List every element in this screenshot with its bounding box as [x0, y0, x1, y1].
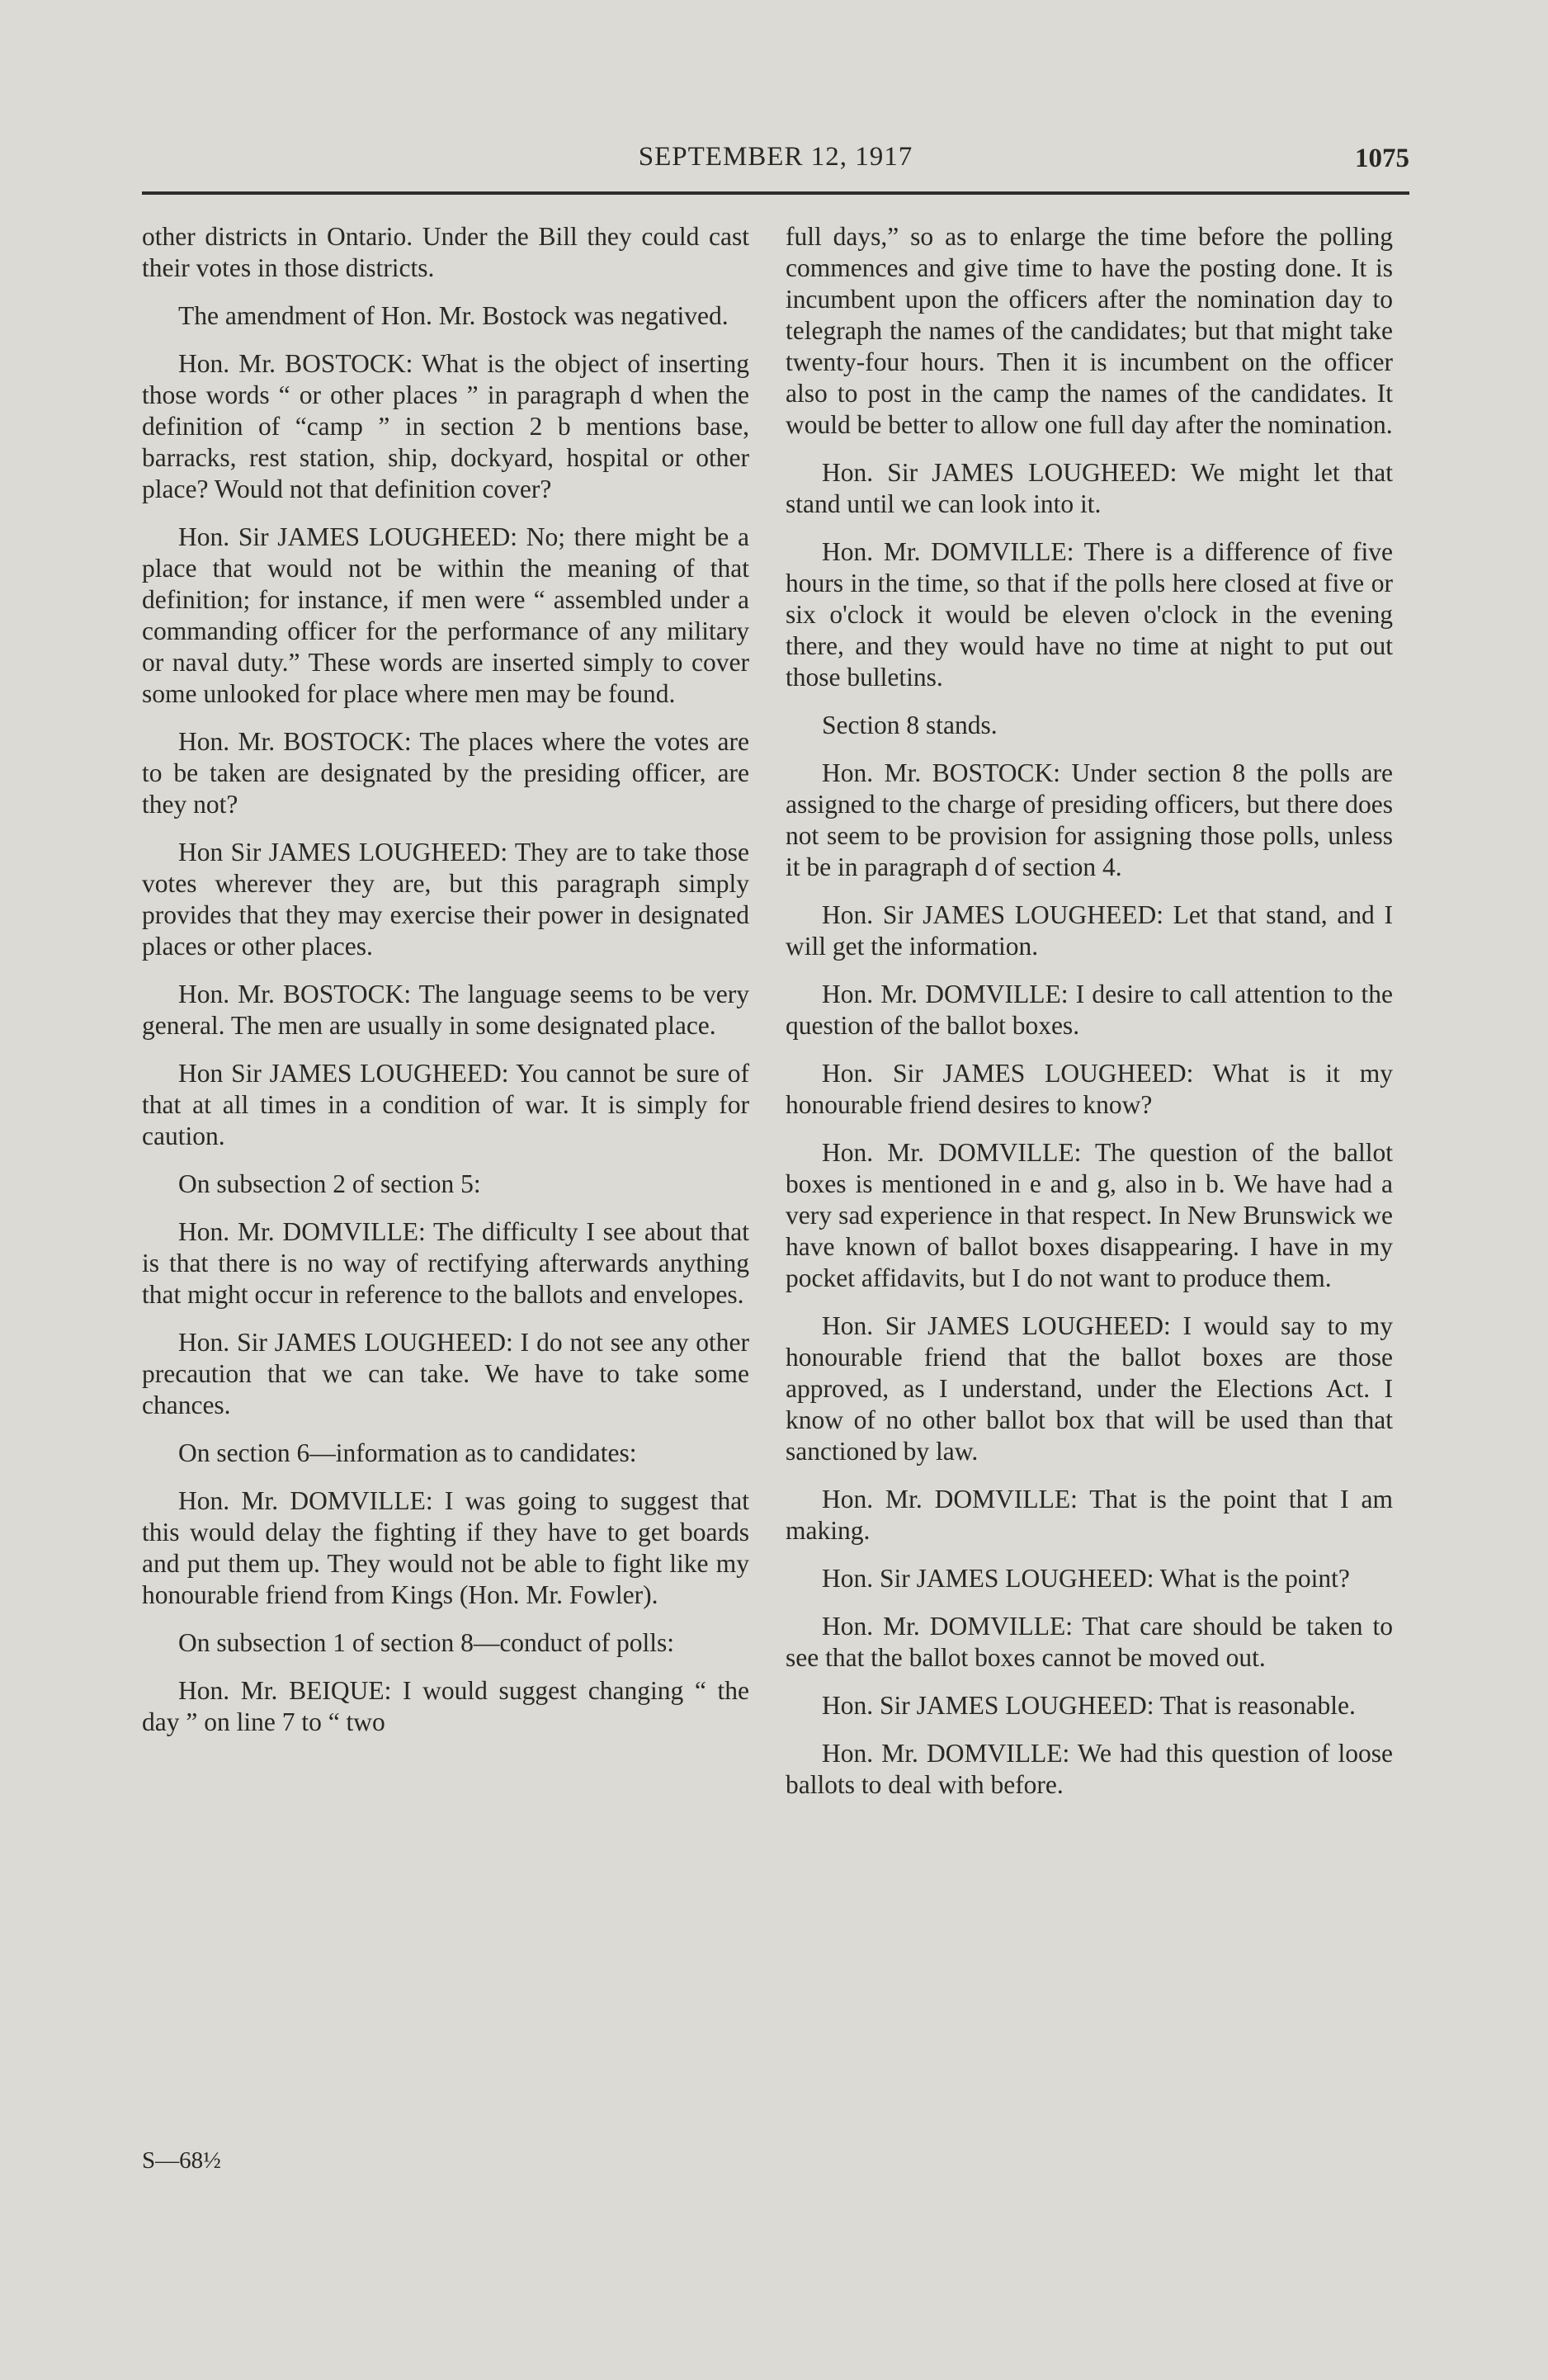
signature-mark: S—68½: [142, 2147, 221, 2174]
paragraph: Hon. Mr. BOSTOCK: What is the object of inserting those words “ or other places ” in paragraph d when the definition of “camp ” in section 2 b mentions base, barracks, rest station, ship, dockyard, hospital or other place? Would not that definition cover?: [142, 349, 749, 503]
paragraph: full days,” so as to enlarge the time before the polling commences and give time to have the posting done. It is incumbent upon the officers after the nomination day to telegraph the names of the candidates; but that might take twenty-four hours. Then it is incumbent on the officer also to post in the camp the names of the candidates. It would be better to allow one full day after the nomination.: [786, 222, 1393, 439]
paragraph: Hon. Sir JAMES LOUGHEED: What is the point?: [822, 1564, 1350, 1593]
paragraph: Hon. Mr. DOMVILLE: I desire to call attention to the question of the ballot boxes.: [786, 980, 1393, 1040]
paragraph: Hon. Mr. BOSTOCK: The language seems to be very general. The men are usually in some designated place.: [142, 980, 749, 1040]
page-header: [142, 142, 1409, 188]
paragraph: Hon Sir JAMES LOUGHEED: They are to take those votes wherever they are, but this paragraph simply provides that they may exercise their power in designated places or other places.: [142, 838, 749, 961]
page-number: 1075: [1355, 144, 1409, 173]
paragraph: Section 8 stands.: [822, 711, 998, 739]
paragraph: Hon. Sir JAMES LOUGHEED: I do not see any other precaution that we can take. We have to take some chances.: [142, 1328, 749, 1419]
paragraph: other districts in Ontario. Under the Bill they could cast their votes in those districts.: [142, 222, 749, 282]
paragraph: On section 6—information as to candidates:: [178, 1438, 637, 1467]
right-column: [786, 221, 1393, 1817]
paragraph: On subsection 2 of section 5:: [178, 1169, 481, 1198]
paragraph: Hon. Sir JAMES LOUGHEED: No; there might be a place that would not be within the meaning of that definition; for instance, if men were “ assembled under a commanding officer for the performance of any military or naval duty.” These words are inserted simply to cover some unlooked for place where men may be found.: [142, 522, 749, 708]
paragraph: Hon. Sir JAMES LOUGHEED: That is reasonable.: [822, 1691, 1356, 1720]
paragraph: Hon. Mr. DOMVILLE: That care should be taken to see that the ballot boxes cannot be moved out.: [786, 1612, 1393, 1672]
header-rule: [142, 191, 1409, 195]
paragraph: The amendment of Hon. Mr. Bostock was negatived.: [178, 301, 729, 330]
paragraph: Hon. Sir JAMES LOUGHEED: Let that stand, and I will get the information.: [786, 900, 1393, 961]
paragraph: Hon. Mr. DOMVILLE: That is the point that I am making.: [786, 1485, 1393, 1545]
header-date: SEPTEMBER 12, 1917: [638, 142, 913, 172]
paragraph: Hon. Sir JAMES LOUGHEED: I would say to my honourable friend that the ballot boxes are those approved, as I understand, under the Elections Act. I know of no other ballot box that will be used than that sanctioned by law.: [786, 1311, 1393, 1466]
paragraph: Hon Sir JAMES LOUGHEED: You cannot be sure of that at all times in a condition of war. It is simply for caution.: [142, 1059, 749, 1150]
paragraph: Hon. Mr. DOMVILLE: I was going to suggest that this would delay the fighting if they have to get boards and put them up. They would not be able to fight like my honourable friend from Kings (Hon. Mr. Fowler).: [142, 1486, 749, 1609]
paragraph: Hon. Mr. DOMVILLE: The question of the ballot boxes is mentioned in e and g, also in b. We have had a very sad experience in that respect. In New Brunswick we have known of ballot boxes disappearing. I have in my pocket affidavits, but I do not want to produce them.: [786, 1138, 1393, 1292]
paragraph: Hon. Mr. BOSTOCK: Under section 8 the polls are assigned to the charge of presiding officers, but there does not seem to be provision for assigning those polls, unless it be in paragraph d of section 4.: [786, 758, 1393, 881]
paragraph: Hon. Mr. BEIQUE: I would suggest changing “ the day ” on line 7 to “ two: [142, 1676, 749, 1736]
left-column: [142, 221, 749, 1754]
paragraph: Hon. Sir JAMES LOUGHEED: We might let that stand until we can look into it.: [786, 458, 1393, 518]
paragraph: Hon. Mr. DOMVILLE: There is a difference of five hours in the time, so that if the polls here closed at five or six o'clock it would be eleven o'clock in the evening there, and they would have no time at night to put out those bulletins.: [786, 537, 1393, 692]
paragraph: Hon. Mr. DOMVILLE: We had this question of loose ballots to deal with before.: [786, 1739, 1393, 1799]
paragraph: Hon. Mr. BOSTOCK: The places where the votes are to be taken are designated by the presiding officer, are they not?: [142, 727, 749, 819]
paragraph: On subsection 1 of section 8—conduct of polls:: [178, 1628, 675, 1657]
paragraph: Hon. Mr. DOMVILLE: The difficulty I see about that is that there is no way of rectifying afterwards anything that might occur in reference to the ballots and envelopes.: [142, 1217, 749, 1309]
paragraph: Hon. Sir JAMES LOUGHEED: What is it my honourable friend desires to know?: [786, 1059, 1393, 1119]
